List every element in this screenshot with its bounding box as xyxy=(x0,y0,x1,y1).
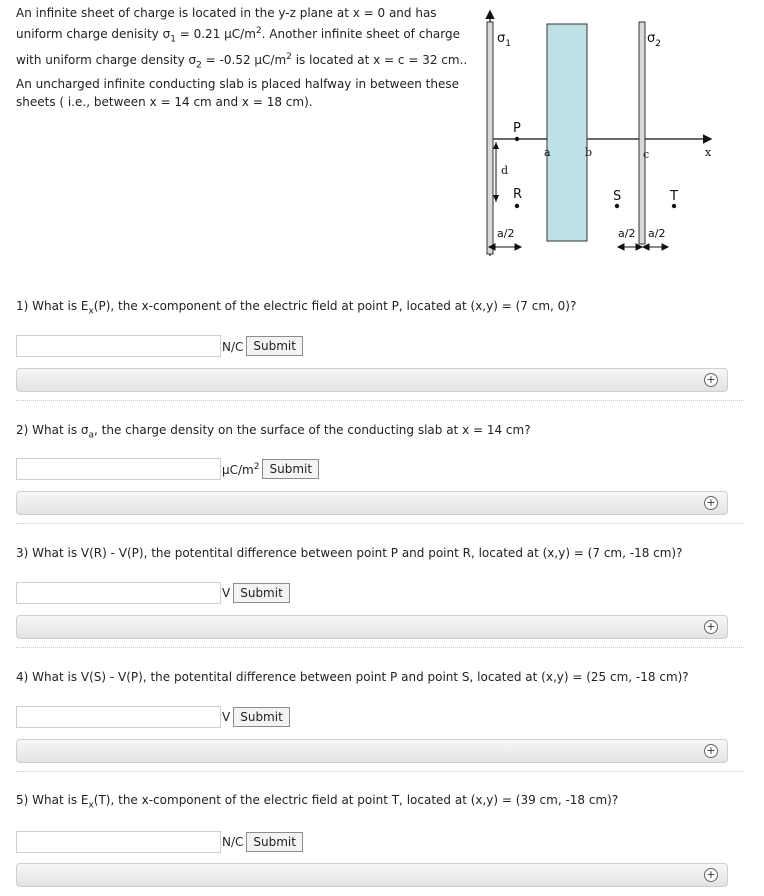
plus-circle-icon[interactable]: + xyxy=(704,868,718,882)
a-label: a xyxy=(544,146,551,159)
a-half-left-arrow xyxy=(489,244,521,250)
question-4-submit-button[interactable]: Submit xyxy=(233,707,290,727)
question-4-unit: V xyxy=(222,710,231,724)
question-4-prompt: 4) What is V(S) - V(P), the potentital difference between point P and point S, located at (x,y) = (25 cm, -18 cm)? xyxy=(16,670,689,684)
conducting-slab xyxy=(547,24,587,241)
d-label: d xyxy=(501,164,509,177)
a-half-right-label-1: a/2 xyxy=(618,227,636,240)
question-4-hint-bar[interactable] xyxy=(16,739,728,763)
point-t-label: T xyxy=(670,189,678,204)
intro-text-2: = 0.21 μC/m xyxy=(175,27,256,41)
charge-sheets-diagram xyxy=(484,6,724,262)
question-1 xyxy=(16,298,746,386)
question-3-answer-row xyxy=(16,582,290,604)
intro-text-3: . Another infinite sheet of charge with uniform charge density σ xyxy=(16,27,460,68)
question-5-prompt: 5) What is $E_x(T)$, the x-component of the electric field at point T, located at (x,y) = (39 cm, -18 cm)? xyxy=(16,793,619,811)
question-5-answer-input[interactable] xyxy=(16,831,221,853)
c-label: c xyxy=(643,148,650,161)
sheet-1 xyxy=(487,22,493,254)
question-1-separator xyxy=(16,400,744,401)
question-4-separator xyxy=(16,771,744,772)
intro-text-1: An infinite sheet of charge is located in the y-z plane at x = 0 and has uniform charge denisity σ xyxy=(16,6,437,41)
sigma2-label: $\sigma_2$ xyxy=(647,31,661,49)
question-2-submit-button[interactable]: Submit xyxy=(262,459,319,479)
plus-circle-icon[interactable]: + xyxy=(704,620,718,634)
question-1-answer-row xyxy=(16,335,303,357)
question-1-hint-bar[interactable] xyxy=(16,368,728,392)
question-2-prompt: 2) What is $\sigma_a$, the charge density on the surface of the conducting slab at x = 14 cm? xyxy=(16,423,531,441)
intro-sup-1: 2 xyxy=(255,26,262,36)
question-3-prompt: 3) What is V(R) - V(P), the potentital difference between point P and point R, located at (x,y) = (7 cm, -18 cm)? xyxy=(16,546,683,560)
question-2-hint-bar[interactable] xyxy=(16,491,728,515)
point-s xyxy=(615,204,619,208)
point-t xyxy=(672,204,676,208)
question-5-submit-button[interactable]: Submit xyxy=(246,832,303,852)
question-3-submit-button[interactable]: Submit xyxy=(233,583,290,603)
question-3-answer-input[interactable] xyxy=(16,582,221,604)
question-3-hint-bar[interactable] xyxy=(16,615,728,639)
point-s-label: S xyxy=(613,189,622,204)
question-2-separator xyxy=(16,523,744,524)
question-4 xyxy=(16,669,746,757)
intro-sub-1: 1 xyxy=(170,34,176,45)
x-axis-label: x xyxy=(705,146,712,159)
problem-statement xyxy=(16,4,482,111)
question-2-unit: $\mu C/m^2$ xyxy=(222,461,260,477)
question-3-unit: V xyxy=(222,586,231,600)
question-4-answer-row xyxy=(16,706,290,728)
question-5 xyxy=(16,792,746,881)
question-3-separator xyxy=(16,647,744,648)
a-half-left-label: a/2 xyxy=(497,227,515,240)
point-r xyxy=(515,204,519,208)
intro-sup-2: 2 xyxy=(286,52,292,63)
plus-circle-icon[interactable]: + xyxy=(704,373,718,387)
point-r-label: R xyxy=(513,187,523,202)
b-label: b xyxy=(585,146,593,159)
a-half-right-arrow-1 xyxy=(618,244,642,250)
sheet-2 xyxy=(639,22,645,244)
question-3 xyxy=(16,545,746,633)
question-5-answer-row xyxy=(16,831,303,853)
point-p xyxy=(515,137,519,141)
question-1-prompt: 1) What is $E_x(P)$, the x-component of the electric field at point P, located at (x,y) = (7 cm, 0)? xyxy=(16,299,577,317)
question-1-submit-button[interactable]: Submit xyxy=(246,336,303,356)
question-1-unit: N/C xyxy=(222,339,244,354)
question-4-answer-input[interactable] xyxy=(16,706,221,728)
question-2 xyxy=(16,422,746,509)
question-2-answer-row xyxy=(16,458,319,480)
plus-circle-icon[interactable]: + xyxy=(704,496,718,510)
intro-text-4: = -0.52 μC/m xyxy=(201,53,287,68)
question-5-hint-bar[interactable] xyxy=(16,863,728,887)
question-2-answer-input[interactable] xyxy=(16,458,221,480)
plus-circle-icon[interactable]: + xyxy=(704,744,718,758)
a-half-right-arrow-2 xyxy=(643,244,668,250)
question-1-answer-input[interactable] xyxy=(16,335,221,357)
point-p-label: P xyxy=(513,121,521,136)
a-half-right-label-2: a/2 xyxy=(648,227,666,240)
sigma1-label: $\sigma_1$ xyxy=(497,31,511,49)
intro-text-5: is located at x = c = 32 cm.. An uncharged infinite conducting slab is placed halfway in between these sheets ( i.e., between x = 14 cm and x = 18 cm). xyxy=(16,53,468,109)
question-5-unit: N/C xyxy=(222,835,244,849)
intro-sub-2: 2 xyxy=(196,60,202,71)
